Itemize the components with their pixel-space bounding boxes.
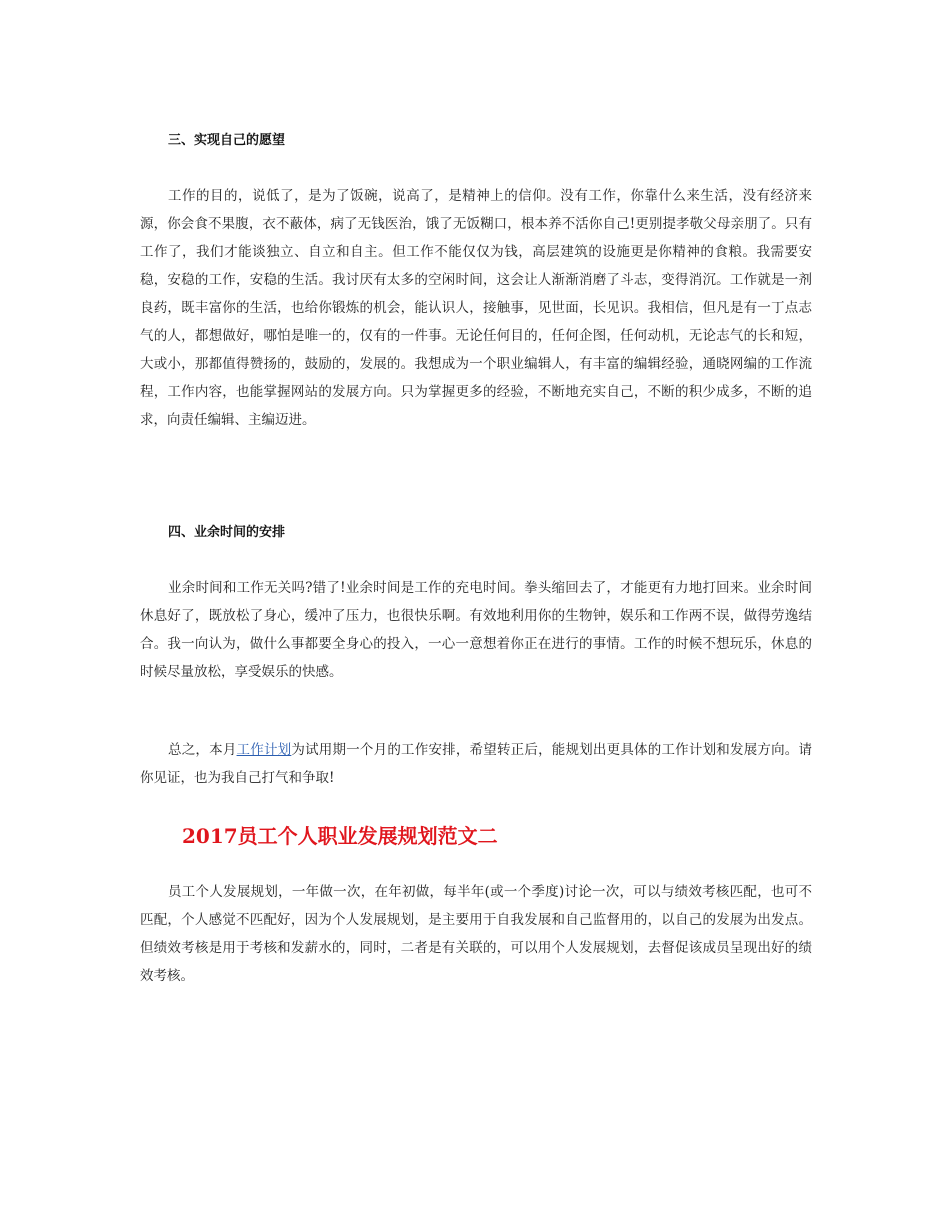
work-plan-link[interactable]: 工作计划 (236, 742, 292, 758)
article-2-title: 2017员工个人职业发展规划范文二 (182, 824, 498, 848)
article-2-paragraph: 员工个人发展规划，一年做一次，在年初做，每半年(或一个季度)讨论一次，可以与绩效考核匹配，也可不匹配，个人感觉不匹配好，因为个人发展规划，是主要用于自我发展和自己监督用的，以自己的发展为出发点。但绩效考核是用于考核和发薪水的，同时，二者是有关联的，可以用个人发展规划，去督促该成员呈现出好的绩效考核。 (140, 884, 812, 984)
conclusion-text-after-link: 为试用期一个月的工作安排，希望转正后，能规划出更具体的工作计划和发展方向。请你见证，也为我自己打气和争取! (140, 742, 813, 786)
section-4-heading: 四、业余时间的安排 (168, 525, 286, 540)
conclusion-paragraph (140, 736, 812, 792)
conclusion-text-before-link: 总之，本月 (168, 742, 237, 758)
section-3-paragraph: 工作的目的，说低了，是为了饭碗，说高了，是精神上的信仰。没有工作，你靠什么来生活，没有经济来源，你会食不果腹，衣不蔽体，病了无钱医治，饿了无饭糊口，根本养不活你自己!更别提孝敬父母亲朋了。只有工作了，我们才能谈独立、自立和自主。但工作不能仅仅为钱，高层建筑的设施更是你精神的食粮。我需要安稳，安稳的工作，安稳的生活。我讨厌有太多的空闲时间，这会让人渐渐消磨了斗志，变得消沉。工作就是一剂良药，既丰富你的生活，也给你锻炼的机会，能认识人，接触事，见世面，长见识。我相信，但凡是有一丁点志气的人，都想做好，哪怕是唯一的，仅有的一件事。无论任何目的，任何企图，任何动机，无论志气的长和短，大或小，那都值得赞扬的，鼓励的，发展的。我想成为一个职业编辑人，有丰富的编辑经验，通晓网编的工作流程，工作内容，也能掌握网站的发展方向。只为掌握更多的经验，不断地充实自己，不断的积少成多，不断的追求，向责任编辑、主编迈进。 (140, 188, 812, 428)
section-4-paragraph: 业余时间和工作无关吗?错了!业余时间是工作的充电时间。拳头缩回去了，才能更有力地打回来。业余时间休息好了，既放松了身心，缓冲了压力，也很快乐啊。有效地利用你的生物钟，娱乐和工作两不误，做得劳逸结合。我一向认为，做什么事都要全身心的投入，一心一意想着你正在进行的事情。工作的时候不想玩乐，休息的时候尽量放松，享受娱乐的快感。 (140, 580, 812, 680)
section-3-heading: 三、实现自己的愿望 (168, 133, 286, 148)
